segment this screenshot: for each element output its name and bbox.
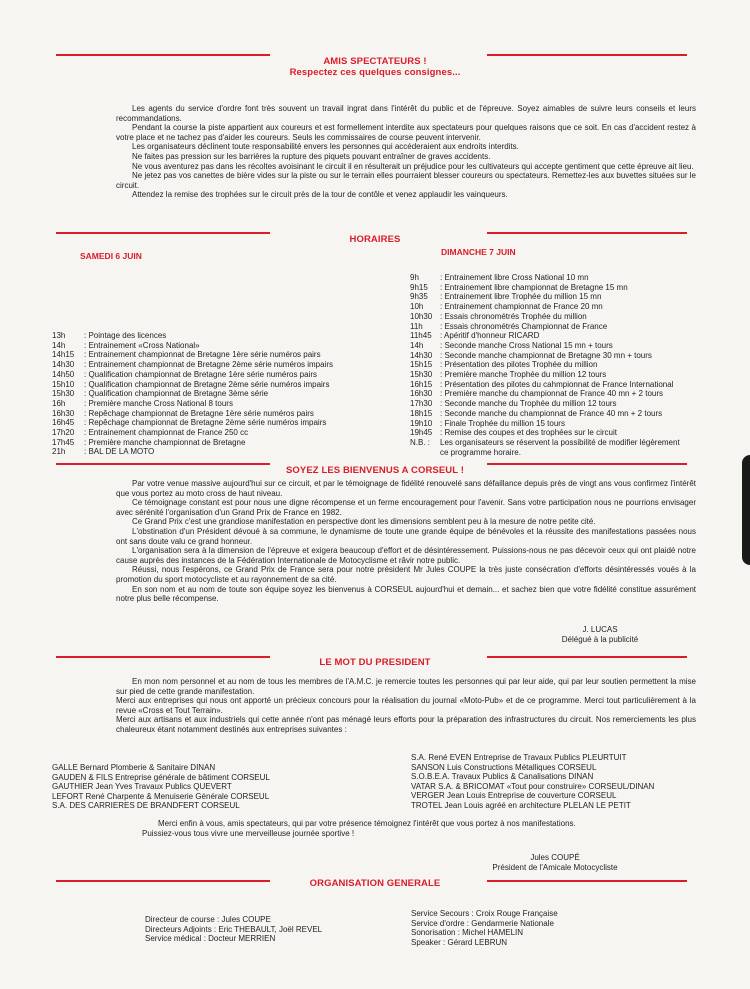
schedule-item [410,331,680,341]
schedule-item [410,389,680,399]
schedule-time: 14h50 [52,369,75,379]
schedule-event: : Entrainement libre Trophée du million 15 mn [440,292,602,302]
schedule-item [410,409,680,419]
schedule-event: : Repêchage championnat de Bretagne 2ème série numéros impairs [84,418,327,428]
schedule-time: 14h [410,340,424,350]
president-title: LE MOT DU PRESIDENT [319,657,431,668]
signature-role: Président de l'Amicale Motocycliste [492,862,618,872]
schedule-note [410,438,680,448]
president-paragraph: En mon nom personnel et au nom de tous les membres de l'A.M.C. je remercie toutes les personnes qui par leur aide, qui par leur soutien permettent la mise sur pied de cette grande manifestation. [116,677,696,696]
spectators-paragraph: Les organisateurs déclinent toute responsabilité envers les personnes qui accéderaient aux endroits interdits. [132,142,519,152]
sponsors-right [411,753,654,810]
president-signature [455,853,655,872]
welcome-paragraph: L'obstination d'un Président dévoué à sa commune, le dynamisme de toute une grande équipe de bénévoles et la réussite des manifestations passées nous ont sans doute valu ce grand honneur. [116,526,696,546]
schedule-event: : Entrainement championnat de France 250 cc [84,428,249,438]
schedule-time: 15h15 [410,360,433,370]
organisation-item: Service médical : Docteur MERRIEN [145,934,276,943]
schedule-time: 10h30 [410,311,433,321]
schedule-event: : Première manche championnat de Bretagne [84,437,246,447]
welcome-paragraph: Par votre venue massive aujourd'hui sur ce circuit, et par le témoignage de fidélité renouvelé sans défaillance depuis près de vingt ans vous confirmez l'intérêt que vous portez au moto cross de haut niveau. [116,479,696,498]
welcome-title: SOYEZ LES BIENVENUS A CORSEUL ! [286,465,464,476]
sponsor-item: S.A. DES CARRIERES DE BRANDFERT CORSEUL [52,801,240,810]
spectators-text [116,104,696,200]
schedule-note-text: ce programme horaire. [440,447,521,457]
schedule-note-cont [410,448,680,458]
schedule-time: 15h10 [52,379,75,389]
organisation-item: Service d'ordre : Gendarmerie Nationale [411,918,554,928]
schedule-item [410,273,680,283]
spectators-paragraph: Ne vous aventurez pas dans les récoltes avoisinant le circuit il en résulterait un préjudice pour les cultivateurs qui accepte gentiment que cette épreuve ait lieu. [132,161,694,171]
schedule-event: : Remise des coupes et des trophées sur le circuit [440,428,617,438]
welcome-paragraph: Réussi, nous l'espérons, ce Grand Prix de France sera pour notre président Mr Jules COUPE la très juste consécration d'efforts désintéressés voués à la promotion du sport motocycliste et au rayonnement de sa cité. [116,565,696,584]
schedule-time: 9h15 [410,282,428,292]
saturday-label: SAMEDI 6 JUIN [80,251,142,261]
schedule-event: : Première manche Trophée du million 12 tours [440,370,607,380]
schedule-time: 11h45 [410,331,432,341]
schedule-note-text: Les organisateurs se réservent la possibilité de modifier légèrement [440,437,680,447]
schedule-time: 18h15 [410,408,433,418]
sponsor-item: GAUDEN & FILS Entreprise générale de bâtiment CORSEUL [52,772,270,782]
welcome-paragraph: L'organisation sera à la dimension de l'épreuve et exigera beaucoup d'effort et de désintéressement. Puissions-nous ne pas décevoir ceux qui ont plaidé notre cause auprès des instances de la Fédération Internationale de Motocyclisme et râvir notre public. [116,546,696,565]
schedule-event: : Seconde manche du championnat de France 40 mn + 2 tours [440,408,663,418]
schedule-item [410,370,680,380]
schedule-event: : Qualification championnat de Bretagne 2ème série numéros impairs [84,379,330,389]
schedule-item [52,331,333,341]
signature-name: J. LUCAS [582,625,618,634]
schedule-time: 16h15 [410,379,433,389]
president-text [116,677,696,735]
schedule-item [410,312,680,322]
schedule-item [410,283,680,293]
schedule-time: 21h [52,447,66,457]
schedule-item [410,292,680,302]
signature-name: Jules COUPÉ [530,853,580,862]
schedule-time: 14h30 [52,360,75,370]
schedule-event: : Entrainement libre Cross National 10 mn [440,273,589,282]
schedule-item [410,399,680,409]
president-closing [142,819,612,838]
organisation-item: Directeurs Adjoints : Eric THEBAULT, Joël REVEL [145,924,323,934]
schedule-event: : Entrainement «Cross National» [84,340,200,350]
schedule-item [52,360,333,370]
schedule-event: : Essais chronométrés Trophée du million [440,311,587,321]
spectators-subtitle: Respectez ces quelques consignes... [289,67,461,78]
organisation-title: ORGANISATION GENERALE [309,878,441,889]
schedule-event: : Première manche Cross National 8 tours [84,398,233,408]
closing-paragraph: Merci enfin à vous, amis spectateurs, qui par votre présence témoignez l'intérêt que vous portez à nos manifestations. [158,819,576,828]
schedule-item [410,360,680,370]
schedule-time: 11h [410,321,423,331]
schedule-item [410,419,680,429]
page-edge-shadow [742,455,750,565]
schedule-item [52,341,333,351]
schedule-item [52,380,333,390]
schedule-item [52,370,333,380]
schedule-item [52,350,333,360]
schedule-event: : Entrainement championnat de Bretagne 2ème série numéros impairs [84,360,334,370]
sunday-schedule [410,273,680,457]
schedule-event: : Pointage des licences [84,331,167,340]
schedule-event: : Entrainement libre championnat de Bretagne 15 mn [440,282,628,292]
schedule-item [52,389,333,399]
sponsors-left [52,763,270,811]
sponsor-item: VERGER Jean Louis Entreprise de couverture CORSEUL [411,791,617,800]
schedule-item [410,380,680,390]
schedule-event: : Repêchage championnat de Bretagne 1ère série numéros pairs [84,408,314,418]
sponsor-item: GAUTHIER Jean Yves Travaux Publics QUEVERT [52,782,232,791]
schedule-time: 15h30 [52,389,75,399]
president-paragraph: Merci aux entreprises qui nous ont apporté un précieux concours pour la réalisation du journal «Moto-Pub» et de ce programme. Merci tout particulièrement à la revue «Cross et Tout Terrain». [116,696,696,715]
schedule-time: 19h45 [410,428,433,438]
schedule-time: 14h30 [410,350,433,360]
sponsor-item: VATAR S.A. & BRICOMAT «Tout pour construire» CORSEUL/DINAN [411,781,655,791]
schedule-time: 14h15 [52,350,75,360]
organisation-left [145,915,322,944]
saturday-schedule [52,331,333,457]
schedule-item [52,409,333,419]
spectators-paragraph: Pendant la course la piste appartient aux coureurs et est formellement interdite aux spectateurs pour quelques raisons que ce soit. En cas d'accident restez à votre place et ne tachez pas d'aider les coureurs. Seuls les commissaires de course peuvent intervenir. [116,123,696,142]
schedule-item [410,351,680,361]
schedule-item [52,418,333,428]
spectators-title: AMIS SPECTATEURS ! [323,56,427,67]
welcome-paragraph: Ce Grand Prix c'est une grandiose manifestation en perspective dont les dimensions semblent peu à la mesure de notre petite cité. [132,517,596,527]
spectators-paragraph: Les agents du service d'ordre font très souvent un travail ingrat dans l'intérêt du public et de l'épreuve. Soyez aimables de suivre leurs conseils et leurs recommandations. [116,104,696,123]
schedule-time: 17h20 [52,428,75,438]
schedule-time: 17h30 [410,399,433,409]
welcome-text [116,479,696,604]
schedule-item [52,438,333,448]
schedule-event: : Présentation des pilotes du cahmpionnat de France International [440,379,674,389]
organisation-item: Service Secours : Croix Rouge Française [411,909,558,918]
schedule-event: : Essais chronométrés Championnat de France [440,321,608,331]
schedule-time: 14h [52,340,66,350]
schedule-event: : Seconde manche championnat de Bretagne 30 mn + tours [440,350,652,360]
schedule-item [410,341,680,351]
schedule-time: 19h10 [410,418,433,428]
signature-role: Délégué à la publicité [561,634,639,644]
schedule-time: 16h [52,398,66,408]
sunday-label: DIMANCHE 7 JUIN [441,247,516,257]
spectators-paragraph: Ne jetez pas vos canettes de bière vides sur la piste ou sur le terrain elles pourraient blesser coureurs ou spectateurs. Remettez-les aux buvettes situées sur le circuit. [116,171,696,190]
sponsor-item: LEFORT René Charpente & Menuiserie Générale CORSEUL [52,791,270,801]
organisation-right [411,909,558,947]
schedule-event: : Entrainement championnat de Bretagne 1ère série numéros pairs [84,350,321,360]
schedule-item [410,302,680,312]
schedule-event: : Finale Trophée du million 15 tours [440,418,565,428]
schedule-time: 16h30 [52,408,75,418]
sponsor-item: SANSON Luis Constructions Métalliques CORSEUL [411,762,597,772]
schedule-time: 16h30 [410,389,433,399]
welcome-paragraph: En son nom et au nom de toute son équipe soyez les bienvenus à CORSEUL aujourd'hui et demain... et sachez bien que votre fidélité constitue assurément notre plus belle récompense. [116,584,696,604]
spectators-paragraph: Ne faites pas pression sur les barrières la rupture des piquets pouvant entraîner de graves accidents. [132,151,491,161]
schedule-event: : Présentation des pilotes Trophée du million [440,360,598,370]
spectators-paragraph: Attendez la remise des trophées sur le circuit près de la tour de contôle et venez applaudir les vainqueurs. [132,190,508,200]
schedule-event: : Apéritif d'honneur RICARD [440,331,540,341]
schedule-time: 17h45 [52,437,75,447]
schedule-item [52,428,333,438]
schedule-event: : Qualification championnat de Bretagne 1ère série numéros pairs [84,369,318,379]
schedule-event: : BAL DE LA MOTO [84,447,155,457]
schedule-time: 9h35 [410,292,428,302]
sponsor-item: S.A. René EVEN Entreprise de Travaux Publics PLEURTUIT [411,753,627,762]
welcome-paragraph: Ce témoignage constant est pour nous une digne récompense et un ferme encouragement pour l'avenir. Sans votre participation nous ne pourrions envisager avec sérénité l'organisation d'un Grand Prix de France en 1982. [116,498,696,517]
schedule-time: 13h [52,331,66,340]
schedule-time: 10h [410,302,424,312]
sponsor-item: TROTEL Jean Louis agréé en architecture PLELAN LE PETIT [411,800,631,810]
organisation-item: Directeur de course : Jules COUPE [145,915,271,924]
schedule-note-label: N.B. : [410,437,431,447]
schedule-time: 16h45 [52,418,75,428]
schedule-item [410,322,680,332]
organisation-item: Speaker : Gérard LEBRUN [411,937,508,947]
schedule-item [52,399,333,409]
closing-paragraph: Puissiez-vous tous vivre une merveilleuse journée sportive ! [142,828,355,838]
schedule-item [410,428,680,438]
horaires-title: HORAIRES [349,234,401,245]
schedule-time: 9h [410,273,419,282]
president-paragraph: Merci aux artisans et aux industriels qui cette année n'ont pas ménagé leurs efforts pour la préparation des infrastructures du circuit. Nos remerciements les plus chaleureux étant notamment destinés aux entreprises suivantes : [116,715,696,734]
schedule-time: 15h30 [410,370,433,380]
schedule-event: : Qualification championnat de Bretagne 3ème série [84,389,269,399]
organisation-item: Sonorisation : Michel HAMELIN [411,928,524,937]
schedule-item [52,447,333,457]
schedule-event: : Première manche du championnat de France 40 mn + 2 tours [440,389,664,399]
sponsor-item: S.O.B.E.A. Travaux Publics & Canalisations DINAN [411,772,594,781]
schedule-event: : Seconde manche Cross National 15 mn + tours [440,340,613,350]
sponsor-item: GALLE Bernard Plomberie & Sanitaire DINAN [52,763,216,772]
schedule-event: : Seconde manche du Trophée du million 12 tours [440,399,617,409]
schedule-event: : Entrainement championnat de France 20 mn [440,302,603,312]
welcome-signature [520,625,680,644]
